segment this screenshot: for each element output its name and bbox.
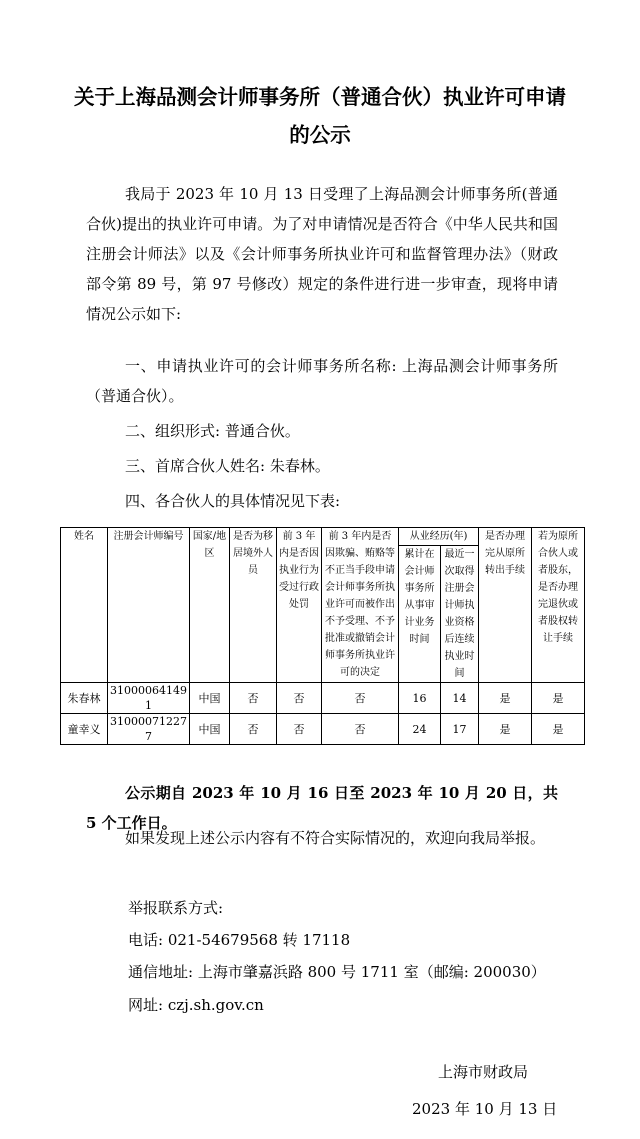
cell-equity-transfer: 是 bbox=[532, 683, 585, 714]
item-organization-form: 二、组织形式: 普通合伙。 bbox=[125, 422, 300, 440]
report-invitation: 如果发现上述公示内容有不符合实际情况的，欢迎向我局举报。 bbox=[125, 829, 546, 847]
document-title: 关于上海品测会计师事务所（普通合伙）执业许可申请的公示 bbox=[74, 85, 566, 147]
header-foreign-resident: 是否为移居境外人员 bbox=[230, 528, 277, 683]
cell-penalty: 否 bbox=[277, 714, 322, 745]
header-country: 国家/地区 bbox=[190, 528, 230, 683]
cell-foreign-resident: 否 bbox=[230, 714, 277, 745]
item-chief-partner: 三、首席合伙人姓名: 朱春林。 bbox=[125, 457, 330, 475]
cell-experience-recent: 14 bbox=[441, 683, 479, 714]
cell-name: 童幸义 bbox=[61, 714, 108, 745]
table-row bbox=[61, 683, 585, 714]
header-penalty: 前 3 年内是否因执业行为受过行政处罚 bbox=[277, 528, 322, 683]
cell-experience-recent: 17 bbox=[441, 714, 479, 745]
header-experience-recent: 最近一次取得注册会计师执业资格后连续执业时间 bbox=[441, 546, 479, 683]
cell-cpa-number: 310000641491 bbox=[108, 683, 190, 714]
header-refusal: 前 3 年内是否因欺骗、贿赂等不正当手段申请会计师事务所执业许可而被作出不予受理、不予批准或撤销会计师事务所执业许可的决定 bbox=[322, 528, 399, 683]
header-experience: 从业经历(年) bbox=[399, 528, 479, 546]
contact-website: 网址: czj.sh.gov.cn bbox=[128, 996, 264, 1014]
contact-phone: 电话: 021-54679568 转 17118 bbox=[128, 931, 351, 949]
cell-cpa-number: 310000712277 bbox=[108, 714, 190, 745]
header-equity-transfer: 若为原所合伙人或者股东，是否办理完退伙或者股权转让手续 bbox=[532, 528, 585, 683]
contact-heading: 举报联系方式: bbox=[128, 899, 224, 917]
cell-transfer-done: 是 bbox=[479, 683, 532, 714]
cell-name: 朱春林 bbox=[61, 683, 108, 714]
header-cpa-number: 注册会计师编号 bbox=[108, 528, 190, 683]
cell-refusal: 否 bbox=[322, 714, 399, 745]
partners-table bbox=[60, 527, 585, 745]
signing-date: 2023 年 10 月 13 日 bbox=[412, 1100, 558, 1118]
cell-foreign-resident: 否 bbox=[230, 683, 277, 714]
cell-experience-total: 24 bbox=[399, 714, 441, 745]
item-office-name: 一、申请执业许可的会计师事务所名称: 上海品测会计师事务所（普通合伙）。 bbox=[86, 357, 558, 405]
cell-country: 中国 bbox=[190, 683, 230, 714]
intro-paragraph: 我局于 2023 年 10 月 13 日受理了上海品测会计师事务所(普通合伙)提出的执业许可申请。为了对申请情况是否符合《中华人民共和国注册会计师法》以及《会计师事务所执业许可和监督管理办法》（财政部令第 89 号，第 97 号修改）规定的条件进行进一步审查，现将申请情况公示如下: bbox=[86, 185, 558, 323]
signing-authority: 上海市财政局 bbox=[438, 1063, 529, 1081]
cell-experience-total: 16 bbox=[399, 683, 441, 714]
table-row bbox=[61, 714, 585, 745]
item-partner-table-intro: 四、各合伙人的具体情况见下表: bbox=[125, 492, 341, 510]
cell-equity-transfer: 是 bbox=[532, 714, 585, 745]
header-name: 姓名 bbox=[61, 528, 108, 683]
cell-country: 中国 bbox=[190, 714, 230, 745]
table-header-row bbox=[61, 528, 585, 546]
header-experience-total: 累计在会计师事务所从事审计业务时间 bbox=[399, 546, 441, 683]
cell-penalty: 否 bbox=[277, 683, 322, 714]
notice-period: 公示期自 2023 年 10 月 16 日至 2023 年 10 月 20 日，共 5 个工作日。 bbox=[86, 784, 558, 832]
cell-refusal: 否 bbox=[322, 683, 399, 714]
header-transfer-done: 是否办理完从原所转出手续 bbox=[479, 528, 532, 683]
contact-address: 通信地址: 上海市肇嘉浜路 800 号 1711 室（邮编: 200030） bbox=[128, 963, 546, 981]
cell-transfer-done: 是 bbox=[479, 714, 532, 745]
